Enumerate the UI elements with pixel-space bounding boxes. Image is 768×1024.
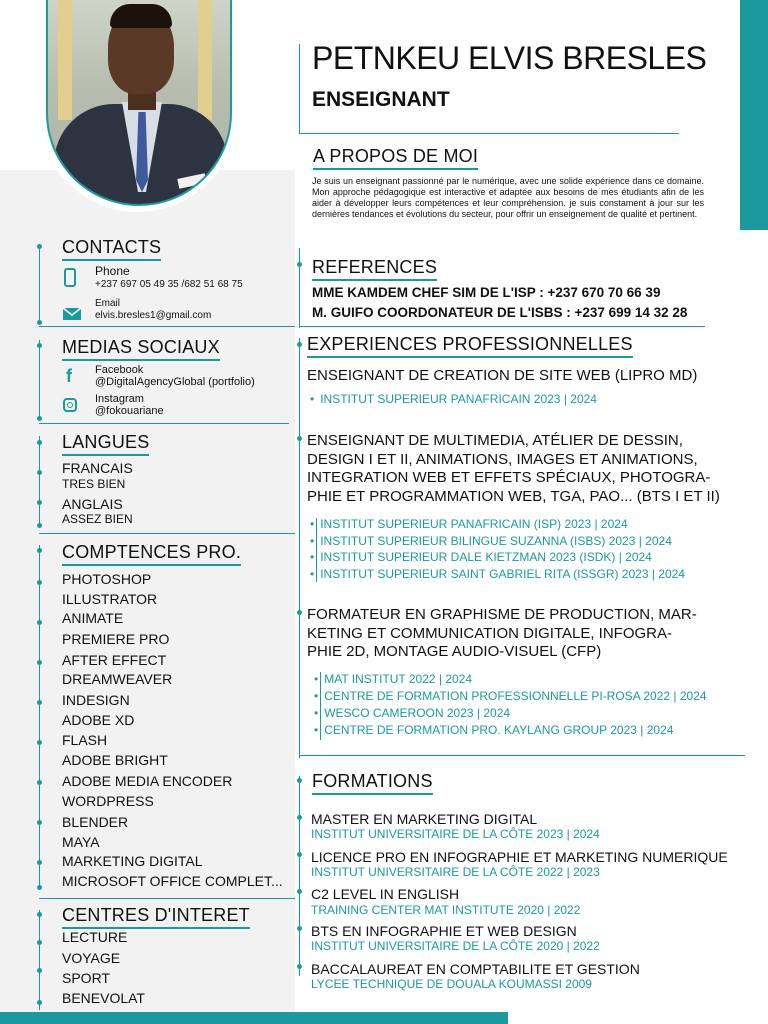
about-text: Je suis un enseignant passionné par le numérique, avec une solide expérience dans ce domaine. Mon approche pédagogique est interactive et adaptée aux besoins de mes étudiants afin de les aider à développer leurs compétences et leur compréhension. je suis constament à jour sur les dernières tendances et évolutions du secteur, pour offrir un enseignement de qualité et pertinent. [312,176,704,219]
formations-title: FORMATIONS [312,771,433,795]
skill-item: ADOBE BRIGHT [62,752,168,768]
rule-dot [37,660,42,665]
facebook-label: Facebook [95,364,144,376]
left-separator [39,533,295,534]
job-place: • INSTITUT SUPERIEUR DALE KIETZMAN 2023 (ISDK) | 2024 [310,550,652,564]
left-separator [39,326,295,327]
formation-school: INSTITUT UNIVERSITAIRE DE LA CÔTE 2023 | 2024 [311,827,600,841]
language-name: FRANCAIS [62,460,133,476]
skill-item: FLASH [62,732,108,748]
instagram-label: Instagram [95,393,144,405]
skills-title: COMPTENCES PRO. [62,542,241,566]
rule-dot [37,500,42,505]
phone-value[interactable]: +237 697 05 49 35 /682 51 68 75 [95,279,243,290]
rule-dot [37,343,42,348]
languages-title: LANGUES [62,432,149,456]
formation-school: LYCEE TECHNIQUE DE DOUALA KOUMASSI 2009 [311,977,592,991]
rule-dot [37,440,42,445]
skill-item: MICROSOFT OFFICE COMPLET... [62,873,283,889]
rule-dot [37,780,42,785]
job-place: • WESCO CAMEROON 2023 | 2024 [314,706,510,720]
job-title-line: FORMATEUR EN GRAPHISME DE PRODUCTION, MAR- [307,606,697,623]
references-rule [299,248,300,328]
rule-dot [297,815,302,820]
job-place: • INSTITUT SUPERIEUR PANAFRICAIN (ISP) 2023 | 2024 [310,517,628,531]
left-separator [39,898,295,899]
skill-item: WORDPRESS [62,793,154,809]
experiences-title: EXPERIENCES PROFESSIONNELLES [307,334,633,358]
left-separator [39,423,289,424]
rule-dot [37,416,42,421]
rule-dot [37,470,42,475]
job-title-line: INTEGRATION WEB ET EFFETS SPÉCIAUX, PHOTOGRA- [307,469,711,486]
skill-item: PREMIERE PRO [62,631,170,647]
phone-label: Phone [95,264,130,278]
language-name: ANGLAIS [62,496,123,512]
about-title: A PROPOS DE MOI [313,146,478,170]
job-place: • INSTITUT SUPERIEUR PANAFRICAIN 2023 | 2024 [310,392,597,406]
rule-dot [37,968,42,973]
skill-item: BLENDER [62,814,129,830]
email-value[interactable]: elvis.bresles1@gmail.com [95,310,212,321]
skill-item: MARKETING DIGITAL [62,853,203,869]
interest-item: VOYAGE [62,950,121,966]
job-title: ENSEIGNANT [312,88,450,111]
interests-rule [39,910,40,1010]
references-title: REFERENCES [312,257,437,281]
rule-dot [37,523,42,528]
rule-dot [297,852,302,857]
facebook-value[interactable]: @DigitalAgencyGlobal (portfolio) [95,376,255,388]
contacts-title: CONTACTS [62,237,161,261]
rule-dot [37,548,42,553]
experiences-rule [299,338,300,758]
rule-dot [37,912,42,917]
language-level: TRES BIEN [62,477,126,491]
job-place: • INSTITUT SUPERIEUR BILINGUE SUZANNA (ISBS) 2023 | 2024 [310,534,672,548]
rule-dot [37,620,42,625]
skill-item: PHOTOSHOP [62,571,152,587]
skill-item: MAYA [62,834,100,850]
interests-title: CENTRES D'INTERET [62,905,250,929]
rule-dot [37,860,42,865]
rule-dot [37,580,42,585]
language-level: ASSEZ BIEN [62,512,133,526]
skill-item: INDESIGN [62,692,130,708]
skill-item: ANIMATE [62,610,124,626]
formation-school: TRAINING CENTER MAT INSTITUTE 2020 | 2022 [311,903,581,917]
formation-degree: C2 LEVEL IN ENGLISH [311,886,460,902]
job-title-line: ENSEIGNANT DE MULTIMEDIA, ATÉLIER DE DESSIN, [307,432,683,449]
skill-item: ADOBE MEDIA ENCODER [62,773,233,789]
rule-dot [37,740,42,745]
contacts-rule [39,244,40,324]
formation-degree: MASTER EN MARKETING DIGITAL [311,811,538,827]
rule-dot [37,700,42,705]
formation-degree: BACCALAUREAT EN COMPTABILITE ET GESTION [311,961,640,977]
references-dot [297,262,302,267]
person-name: PETNKEU ELVIS BRESLES [312,40,707,76]
rule-dot [37,244,42,249]
reference-item: M. GUIFO COORDONATEUR DE L'ISBS : +237 699 14 32 28 [312,305,688,320]
job-title-line: PHIE 2D, MONTAGE AUDIO-VISUEL (CFP) [307,643,602,660]
rule-dot [297,342,302,347]
skill-item: DREAMWEAVER [62,671,173,687]
rule-dot [37,940,42,945]
skill-item: ILLUSTRATOR [62,591,158,607]
instagram-value[interactable]: @fokouariane [95,405,164,417]
rule-dot [37,885,42,890]
interest-item: BENEVOLAT [62,990,145,1006]
accent-bar-right [740,0,768,230]
rule-dot [37,320,42,325]
header-divider-horizontal [299,133,679,134]
job-place: • CENTRE DE FORMATION PROFESSIONNELLE PI-ROSA 2022 | 2024 [314,689,707,703]
job-title-line: KETING ET COMMUNICATION DIGITALE, INFOGRA- [307,625,673,642]
accent-bar-bottom [0,1012,508,1024]
rule-dot [297,889,302,894]
languages-rule [39,436,40,526]
rule-dot [297,964,302,969]
facebook-icon: f [66,366,72,386]
social-rule [39,340,40,420]
formation-degree: BTS EN INFOGRAPHIE ET WEB DESIGN [311,923,577,939]
mail-icon [63,305,81,317]
formation-school: INSTITUT UNIVERSITAIRE DE LA CÔTE 2022 | 2023 [311,865,600,879]
email-label: Email [95,298,121,309]
rule-dot [297,436,302,441]
reference-item: MME KAMDEM CHEF SIM DE L'ISP : +237 670 70 66 39 [312,285,661,300]
skill-item: AFTER EFFECT [62,652,167,668]
instagram-icon [63,398,77,412]
job-place: • INSTITUT SUPERIEUR SAINT GABRIEL RITA (ISSGR) 2023 | 2024 [310,567,685,581]
rule-dot [297,610,302,615]
rule-dot [297,778,302,783]
job-place: • CENTRE DE FORMATION PRO. KAYLANG GROUP 2023 | 2024 [314,723,673,737]
social-title: MEDIAS SOCIAUX [62,337,220,361]
interest-item: LECTURE [62,929,128,945]
phone-icon [64,268,76,287]
job-title-line: PHIE ET PROGRAMMATION WEB, TGA, PAO... (BTS I ET II) [307,488,720,505]
job-place: • MAT INSTITUT 2022 | 2024 [314,672,472,686]
formations-rule [299,776,300,976]
skills-rule [39,545,40,890]
header-divider-vertical [299,44,300,134]
job-title-line: DESIGN I ET II, ANIMATIONS, IMAGES ET ANIMATIONS, [307,451,698,468]
skill-item: ADOBE XD [62,712,135,728]
job-title-item: ENSEIGNANT DE CREATION DE SITE WEB (LIPRO MD) [307,367,698,384]
formation-school: INSTITUT UNIVERSITAIRE DE LA CÔTE 2020 | 2022 [311,939,600,953]
rule-dot [37,820,42,825]
rule-dot [37,1000,42,1005]
formation-degree: LICENCE PRO EN INFOGRAPHIE ET MARKETING NUMERIQUE [311,849,728,865]
references-separator [299,326,705,327]
profile-photo [46,0,232,206]
rule-dot [297,926,302,931]
experiences-separator [299,755,745,756]
interest-item: SPORT [62,970,110,986]
